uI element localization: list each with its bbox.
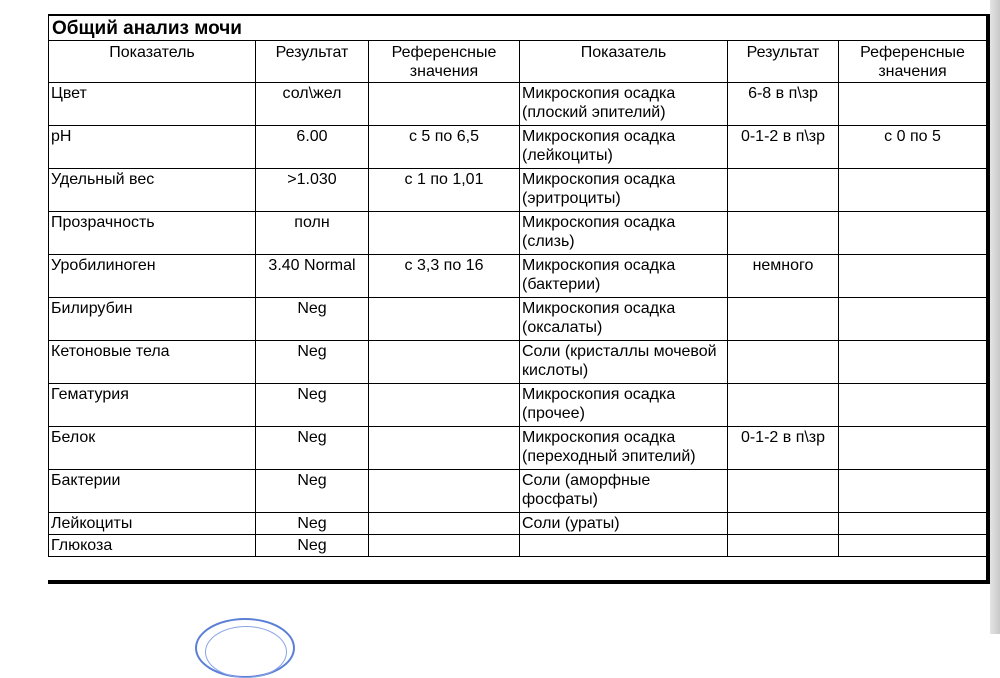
reference-cell [839, 83, 987, 126]
reference-cell: с 0 по 5 [839, 126, 987, 169]
indicator-cell: pH [49, 126, 256, 169]
stamp-seal [195, 618, 295, 678]
reference-cell [839, 341, 987, 384]
reference-cell [839, 427, 987, 470]
indicator-cell: Уробилиноген [49, 255, 256, 298]
indicator-cell: Микроскопия осадка (слизь) [520, 212, 728, 255]
header-result: Результат [728, 41, 839, 83]
indicator-cell [520, 535, 728, 557]
header-result: Результат [256, 41, 369, 83]
indicator-cell: Микроскопия осадка (эритроциты) [520, 169, 728, 212]
result-cell [728, 470, 839, 513]
reference-cell [369, 470, 520, 513]
header-reference: Референсные значения [369, 41, 520, 83]
reference-cell [369, 513, 520, 535]
reference-cell [839, 535, 987, 557]
table-row [49, 212, 987, 255]
reference-cell [369, 298, 520, 341]
table-row [49, 169, 987, 212]
result-cell: 6-8 в п\зр [728, 83, 839, 126]
reference-cell [369, 427, 520, 470]
indicator-cell: Соли (аморфные фосфаты) [520, 470, 728, 513]
table-row [49, 384, 987, 427]
indicator-cell: Микроскопия осадка (плоский эпителий) [520, 83, 728, 126]
urinalysis-report [48, 14, 990, 584]
header-reference: Референсные значения [839, 41, 987, 83]
reference-cell [839, 255, 987, 298]
result-cell [728, 535, 839, 557]
result-cell: Neg [256, 384, 369, 427]
indicator-cell: Лейкоциты [49, 513, 256, 535]
result-cell: Neg [256, 298, 369, 341]
reference-cell [839, 169, 987, 212]
reference-cell: с 1 по 1,01 [369, 169, 520, 212]
reference-cell [369, 212, 520, 255]
indicator-cell: Соли (ураты) [520, 513, 728, 535]
indicator-cell: Удельный вес [49, 169, 256, 212]
reference-cell [839, 513, 987, 535]
result-cell: 0-1-2 в п\зр [728, 126, 839, 169]
report-title: Общий анализ мочи [49, 15, 987, 41]
table-row [49, 470, 987, 513]
page-edge-shadow [990, 0, 1000, 634]
result-cell [728, 513, 839, 535]
result-cell [728, 212, 839, 255]
indicator-cell: Микроскопия осадка (прочее) [520, 384, 728, 427]
reference-cell: с 5 по 6,5 [369, 126, 520, 169]
reference-cell [839, 298, 987, 341]
indicator-cell: Белок [49, 427, 256, 470]
reference-cell [369, 83, 520, 126]
result-cell [728, 169, 839, 212]
reference-cell [839, 384, 987, 427]
table-row [49, 341, 987, 384]
urinalysis-table [48, 14, 987, 557]
result-cell: немного [728, 255, 839, 298]
result-cell [728, 341, 839, 384]
indicator-cell: Бактерии [49, 470, 256, 513]
table-row [49, 126, 987, 169]
result-cell: Neg [256, 535, 369, 557]
table-row [49, 427, 987, 470]
result-cell: сол\жел [256, 83, 369, 126]
header-indicator: Показатель [49, 41, 256, 83]
header-indicator: Показатель [520, 41, 728, 83]
indicator-cell: Глюкоза [49, 535, 256, 557]
result-cell: Neg [256, 470, 369, 513]
indicator-cell: Микроскопия осадка (оксалаты) [520, 298, 728, 341]
result-cell: 3.40 Normal [256, 255, 369, 298]
table-row [49, 513, 987, 535]
result-cell: Neg [256, 513, 369, 535]
result-cell: Neg [256, 427, 369, 470]
reference-cell [839, 212, 987, 255]
indicator-cell: Микроскопия осадка (лейкоциты) [520, 126, 728, 169]
reference-cell [369, 535, 520, 557]
indicator-cell: Гематурия [49, 384, 256, 427]
indicator-cell: Соли (кристаллы мочевой кислоты) [520, 341, 728, 384]
result-cell: полн [256, 212, 369, 255]
result-cell: >1.030 [256, 169, 369, 212]
result-cell [728, 298, 839, 341]
reference-cell [369, 341, 520, 384]
table-row [49, 83, 987, 126]
indicator-cell: Микроскопия осадка (переходный эпителий) [520, 427, 728, 470]
result-cell: Neg [256, 341, 369, 384]
table-row [49, 535, 987, 557]
reference-cell: с 3,3 по 16 [369, 255, 520, 298]
result-cell: 0-1-2 в п\зр [728, 427, 839, 470]
indicator-cell: Кетоновые тела [49, 341, 256, 384]
result-cell: 6.00 [256, 126, 369, 169]
header-row [49, 41, 987, 83]
indicator-cell: Микроскопия осадка (бактерии) [520, 255, 728, 298]
indicator-cell: Прозрачность [49, 212, 256, 255]
reference-cell [369, 384, 520, 427]
indicator-cell: Цвет [49, 83, 256, 126]
reference-cell [839, 470, 987, 513]
table-row [49, 255, 987, 298]
indicator-cell: Билирубин [49, 298, 256, 341]
result-cell [728, 384, 839, 427]
table-row [49, 298, 987, 341]
